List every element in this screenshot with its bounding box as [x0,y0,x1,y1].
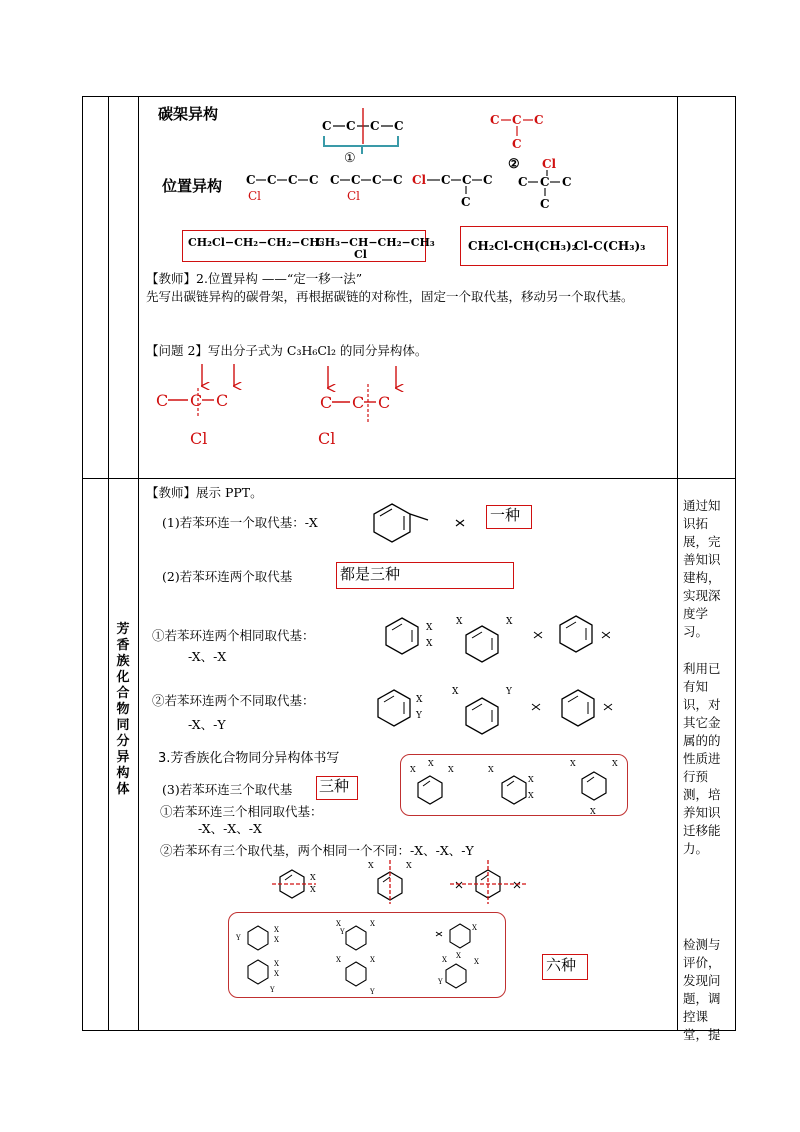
svg-text:C: C [393,173,403,187]
xxy-six-isomers [230,914,504,998]
svg-text:C: C [394,119,404,133]
svg-text:C: C [288,173,298,187]
answer-all-three: 都是三种 [340,565,401,583]
teacher-ppt-line: 【教师】展示 PPT。 [146,485,263,500]
svg-text:X: X [416,695,423,705]
svg-text:X: X [590,807,596,816]
svg-text:X: X [336,920,341,928]
svg-text:X: X [370,956,375,964]
question-2-diagram [150,358,420,458]
table-bottom-border [82,1030,736,1031]
svg-text:C: C [330,173,340,187]
svg-text:X: X [528,791,534,800]
svg-text:C: C [351,173,361,187]
svg-text:X: X [488,765,494,774]
svg-text:X: X [310,885,316,894]
svg-text:C: C [462,173,472,187]
formula-branched-a: CH₂Cl-CH(CH₃)₂ [468,239,577,253]
table-col-divider-1 [108,96,109,1031]
side-note-transfer: 利用已有知识，对其它金属的的性质进行预测，培养知识迁移能力。 [683,661,721,856]
table-row-divider [82,478,736,479]
disubstituted-xx-benzenes [380,610,610,664]
svg-text:C: C [534,113,544,127]
table-top-border [82,96,736,97]
svg-text:X: X [274,970,279,978]
svg-text:X: X [456,617,463,627]
svg-text:C: C [378,393,391,412]
svg-text:C: C [562,175,572,189]
svg-text:C: C [512,137,522,151]
teal-bracket [324,136,398,154]
carbon-skeleton-title: 碳架异构 [158,105,219,123]
q-cl-left: Cl [190,429,208,448]
svg-text:X: X [426,639,433,649]
side-note-deep-learning: 通过知识拓展，完善知识建构，实现深度学习。 [683,498,721,639]
teacher-position-desc: 先写出碳链异构的碳骨架，再根据碳链的对称性，固定一个取代基，移动另一个取代基。 [146,289,634,304]
svg-text:X: X [428,759,434,768]
xxy-skeleton-diagrams [270,856,530,906]
svg-text:C: C [346,119,356,133]
item2-two-substituents: (2)若苯环连两个取代基 [162,569,293,584]
formula-1-chloro: CH₂Cl−CH₂−CH₂−CH₃ [188,236,325,249]
svg-text:C: C [370,119,380,133]
question-2-line: 【问题 2】写出分子式为 C₃H₆Cl₂ 的同分异构体。 [146,343,428,358]
svg-text:X: X [274,960,279,968]
svg-text:X: X [474,958,479,966]
svg-text:X: X [472,924,477,932]
svg-text:C: C [483,173,493,187]
position-isomer-title: 位置异构 [162,177,223,195]
svg-text:X: X [274,926,279,934]
svg-text:Y: Y [416,711,422,721]
svg-text:C: C [246,173,256,187]
disubstituted-xy-benzenes [366,680,616,736]
teacher-position-line: 【教师】2.位置异构 ——“定一移一法” [146,271,363,286]
item3-three-substituents: (3)若苯环连三个取代基 [162,782,293,797]
svg-text:C: C [322,119,332,133]
svg-text:X: X [406,861,412,870]
table-col-divider-2 [138,96,139,1031]
svg-text:C: C [216,391,229,410]
svg-text:X: X [442,956,447,964]
item2a-sub: -X、-X [188,649,227,664]
svg-text:C: C [518,175,528,189]
svg-text:Cl: Cl [412,173,427,187]
item2a-same: ①若苯环连两个相同取代基： [152,628,315,643]
svg-text:X: X [612,759,618,768]
answer-six-kinds: 六种 [546,956,577,974]
item3a-three-same: ①若苯环连三个相同取代基： [160,804,323,819]
svg-text:C: C [461,195,471,209]
svg-text:Cl: Cl [248,189,262,203]
svg-text:X: X [456,952,461,960]
heading-3-aromatic: 3.芳香族化合物同分异构体书写 [158,751,340,766]
svg-text:X: X [336,956,341,964]
svg-text:C: C [490,113,500,127]
svg-text:C: C [267,173,277,187]
svg-text:Y: Y [370,988,375,996]
svg-text:C: C [156,391,169,410]
svg-text:C: C [372,173,382,187]
svg-text:C: C [540,197,550,211]
svg-text:C: C [320,393,333,412]
position-isomer-diagram [240,156,600,212]
item3b-two-same-one-diff: ②若苯环有三个取代基，两个相同一个不同：-X、-X、-Y [160,843,474,858]
svg-text:X: X [506,617,513,627]
svg-text:Y: Y [340,928,345,936]
svg-text:X: X [448,765,454,774]
svg-text:C: C [441,173,451,187]
svg-text:X: X [452,687,459,697]
table-right-border [735,96,736,1031]
answer-one-kind: 一种 [490,506,521,524]
svg-text:C: C [352,393,365,412]
table-col-divider-3 [677,96,678,1031]
q-cl-right: Cl [318,429,336,448]
svg-text:C: C [309,173,319,187]
benzene-mono-icon [370,500,480,544]
formula-branched-b: Cl-C(CH₃)₃ [574,239,646,253]
trisubstituted-xxx-benzenes [404,756,626,818]
svg-text:X: X [528,775,534,784]
side-note-assessment: 检测与评价，发现问题，调控课堂，提 [683,937,721,1042]
svg-text:C: C [190,391,203,410]
svg-text:Cl: Cl [347,189,361,203]
table-left-border [82,96,83,1031]
item1-one-substituent: (1)若苯环连一个取代基：-X [162,515,318,530]
svg-text:Y: Y [438,978,443,986]
svg-text:X: X [410,765,416,774]
svg-text:Y: Y [270,986,275,994]
svg-text:Y: Y [236,934,241,942]
svg-text:X: X [310,873,316,882]
row-label-aromatic: 芳香族化合物同分异构体 [116,622,130,797]
item3a-sub: -X、-X、-X [198,821,262,836]
formula-2-chloro: CH₃−CH−CH₂−CH₃ [316,236,435,249]
item2b-different: ②若苯环连两个不同取代基： [152,693,315,708]
item2b-sub: -X、-Y [188,717,226,732]
svg-text:X: X [426,623,433,633]
circle-one: ① [344,151,356,166]
answer-three-kinds: 三种 [319,777,350,795]
svg-text:C: C [540,175,550,189]
svg-text:X: X [368,861,374,870]
circle-two: ② [508,157,520,172]
svg-text:Y: Y [506,687,512,697]
svg-text:X: X [570,759,576,768]
branched-chain-structure [490,113,544,151]
formula-2-chloro-cl: Cl [354,248,367,261]
svg-text:X: X [274,936,279,944]
svg-text:Cl: Cl [542,157,557,171]
svg-text:X: X [370,920,375,928]
svg-text:C: C [512,113,522,127]
